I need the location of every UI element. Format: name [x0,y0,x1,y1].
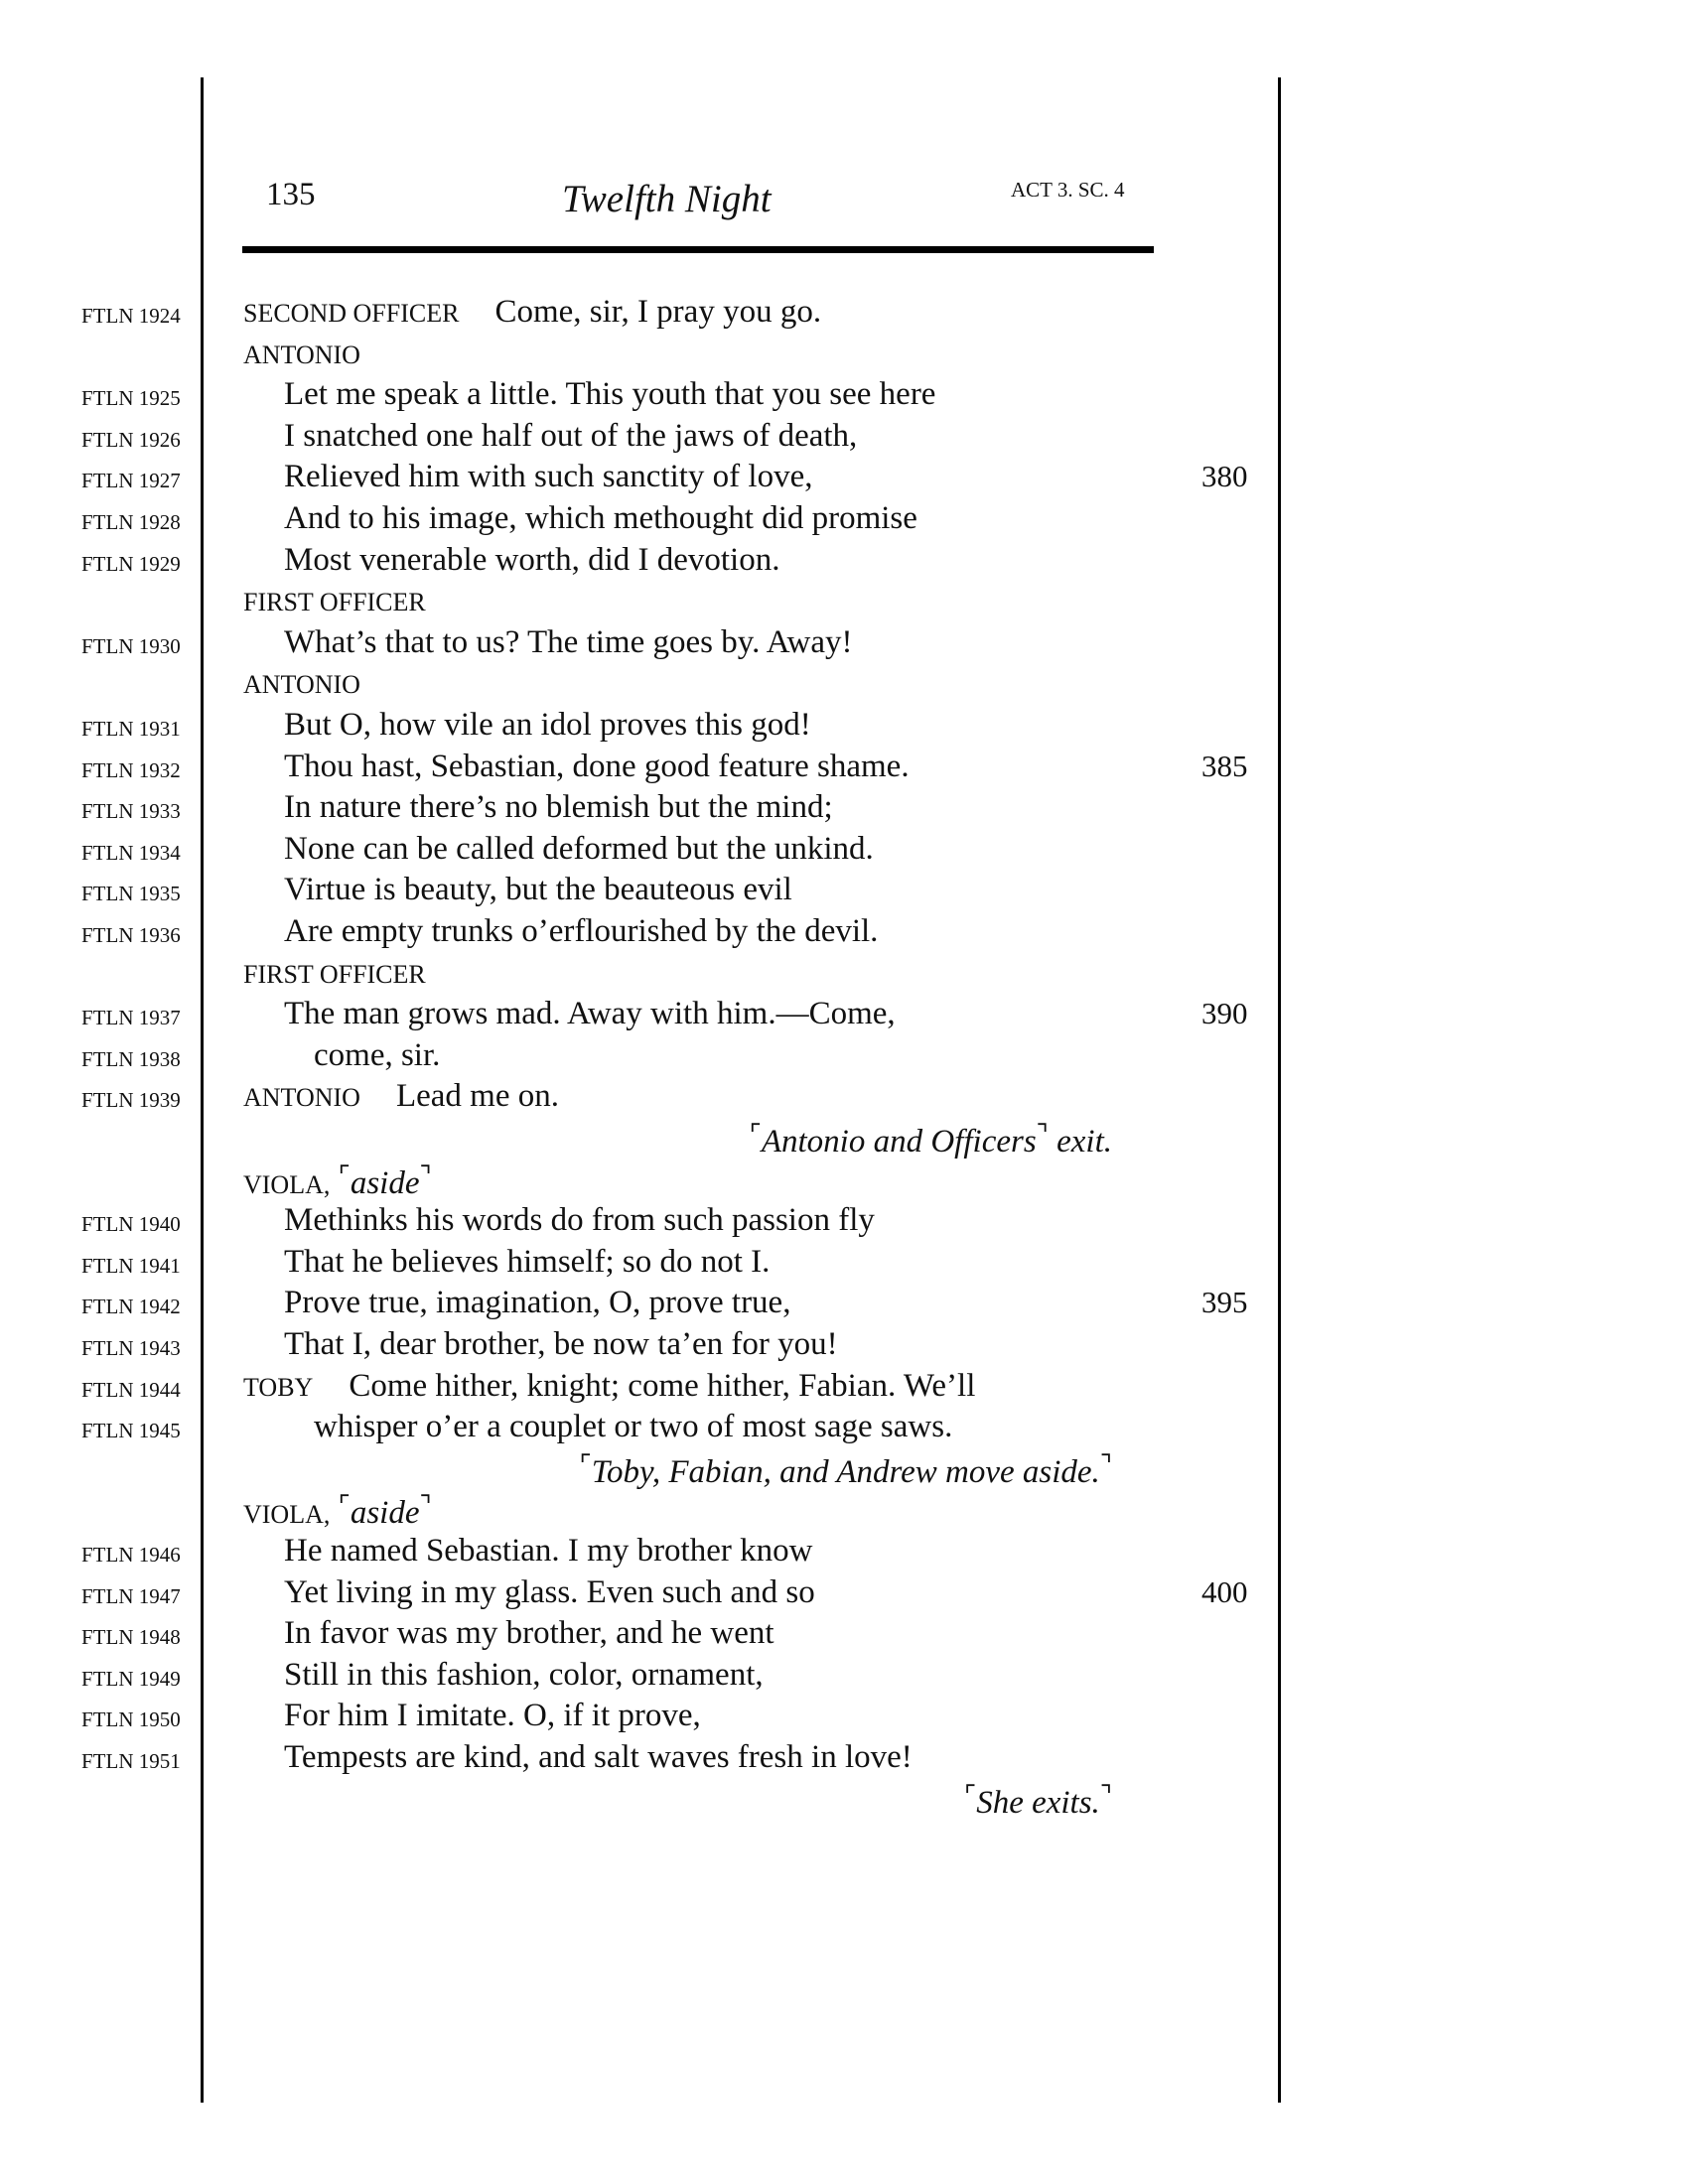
ftln-number: FTLN 1946 [81,1543,181,1567]
verse-line: Are empty trunks o’erflourished by the devil. [284,913,879,949]
text-row [0,1368,1688,1408]
line-number: 395 [1201,1285,1248,1320]
speaker-name: FIRST OFFICER [243,588,426,617]
ftln-number: FTLN 1945 [81,1419,181,1443]
line-content [284,1326,1217,1363]
speaker-name: TOBY [243,1372,314,1402]
stage-direction [964,1781,1112,1822]
ftln-number: FTLN 1931 [81,717,181,741]
bracket-open: ⌜ [338,1160,351,1190]
ftln-number: FTLN 1938 [81,1046,181,1071]
speaker-name: ANTONIO [243,670,360,700]
text-row [0,707,1688,747]
verse-line: Methinks his words do from such passion fly [284,1202,875,1239]
line-content [284,1698,1217,1734]
play-title: Twelfth Night [562,178,772,220]
page-number: 135 [266,177,316,212]
verse-line: Lead me on. [395,1078,559,1115]
verse-line: Tempests are kind, and salt waves fresh in love! [284,1739,913,1775]
aside-direction: aside [350,1164,420,1201]
stage-direction-text: exit. [1048,1124,1112,1160]
line-content [284,872,1217,908]
text-row [0,1615,1688,1655]
ftln-number: FTLN 1930 [81,633,181,658]
ftln-number: FTLN 1936 [81,923,181,947]
verse-line: Come, sir, I pray you go. [494,294,822,330]
ftln-number: FTLN 1934 [81,840,181,865]
line-content [284,913,1217,950]
text-row [0,542,1688,582]
verse-line: And to his image, which methought did promise [284,500,917,536]
text-row [0,1326,1688,1366]
verse-line: come, sir. [314,1036,441,1073]
text-row [0,500,1688,540]
bracket-open: ⌜ [579,1449,592,1479]
line-content [284,1574,1217,1611]
text-row [0,1781,1688,1821]
verse-line: The man grows mad. Away with him.—Come, [284,996,896,1032]
text-row [0,1450,1688,1490]
bracket-close: ⌝ [1036,1120,1049,1149]
line-content [284,749,1217,785]
text-row [0,913,1688,953]
ftln-number: FTLN 1943 [81,1336,181,1360]
line-content [243,665,1177,702]
text-row [0,459,1688,498]
line-content [284,1657,1217,1694]
ftln-number: FTLN 1927 [81,469,181,493]
line-content [243,1368,1177,1405]
stage-direction-text: Antonio and Officers [761,1124,1037,1160]
speaker-name: FIRST OFFICER [243,959,426,989]
line-content [284,831,1217,868]
text-row [0,1739,1688,1779]
text-row [0,1202,1688,1242]
line-content [243,583,1177,619]
verse-line: Prove true, imagination, O, prove true, [284,1285,791,1321]
line-content [243,1491,1177,1532]
line-content [243,1078,1177,1115]
line-content [284,624,1217,661]
ftln-number: FTLN 1950 [81,1707,181,1732]
verse-line: Most venerable worth, did I devotion. [284,541,780,578]
line-content [284,789,1217,826]
text-row [0,1698,1688,1737]
ftln-number: FTLN 1933 [81,799,181,824]
ftln-number: FTLN 1941 [81,1253,181,1278]
verse-line: Still in this fashion, color, ornament, [284,1656,764,1693]
ftln-number: FTLN 1948 [81,1625,181,1650]
ftln-number: FTLN 1925 [81,386,181,411]
verse-line: That he believes himself; so do not I. [284,1243,771,1280]
line-content [284,418,1217,455]
verse-line: Virtue is beauty, but the beauteous evil [284,872,792,908]
bracket-open: ⌜ [749,1120,762,1149]
text-row [0,376,1688,416]
verse-line: For him I imitate. O, if it prove, [284,1698,701,1734]
speaker-name: SECOND OFFICER [243,299,460,328]
ftln-number: FTLN 1928 [81,510,181,534]
verse-line: Yet living in my glass. Even such and so [284,1573,815,1610]
aside-direction: aside [350,1495,420,1532]
line-content [284,500,1217,537]
ftln-number: FTLN 1935 [81,882,181,906]
bracket-open: ⌜ [964,1780,977,1810]
verse-line: But O, how vile an idol proves this god! [284,707,811,743]
ftln-number: FTLN 1924 [81,304,181,328]
bracket-close: ⌝ [1099,1449,1112,1479]
text-row [0,1078,1688,1118]
text-row [0,1491,1688,1531]
ftln-number: FTLN 1926 [81,427,181,452]
stage-direction [580,1450,1112,1491]
verse-line: I snatched one half out of the jaws of death, [284,417,858,454]
verse-line: Thou hast, Sebastian, done good feature shame. [284,748,910,784]
stage-direction-text: She exits. [976,1784,1100,1821]
text-row [0,831,1688,871]
bracket-close: ⌝ [419,1491,432,1521]
line-content [284,376,1217,413]
bracket-close: ⌝ [419,1160,432,1190]
ftln-number: FTLN 1949 [81,1666,181,1691]
text-row [0,1285,1688,1324]
line-number: 400 [1201,1573,1248,1609]
line-content [243,1161,1177,1202]
line-content [243,294,1177,331]
ftln-number: FTLN 1932 [81,757,181,782]
text-row [0,665,1688,705]
text-row [0,1161,1688,1201]
ftln-number: FTLN 1951 [81,1749,181,1773]
line-number: 385 [1201,748,1248,783]
line-content [284,1202,1217,1239]
verse-line: In favor was my brother, and he went [284,1615,774,1652]
line-content [284,1615,1217,1652]
verse-line: whisper o’er a couplet or two of most sage saws. [314,1409,953,1445]
text-row [0,294,1688,334]
text-row [0,1533,1688,1572]
verse-line: In nature there’s no blemish but the mind; [284,789,833,826]
text-row [0,1574,1688,1614]
text-row [0,872,1688,911]
ftln-number: FTLN 1942 [81,1295,181,1319]
line-content [284,996,1217,1032]
line-content [314,1409,1247,1445]
stage-direction-text: Toby, Fabian, and Andrew move aside. [591,1453,1100,1490]
line-content [243,336,1177,372]
line-number: 390 [1201,996,1248,1031]
verse-line: None can be called deformed but the unkind. [284,830,874,867]
ftln-number: FTLN 1939 [81,1088,181,1113]
speaker-name: ANTONIO [243,1083,360,1113]
text-row [0,1037,1688,1077]
line-content [284,1533,1217,1570]
text-row [0,996,1688,1035]
line-content [284,707,1217,744]
line-content [284,1739,1217,1776]
text-row [0,1409,1688,1448]
speaker-name: ANTONIO [243,340,360,369]
text-row [0,789,1688,829]
bracket-close: ⌝ [1099,1780,1112,1810]
speaker-name: VIOLA, [243,1500,331,1530]
ftln-number: FTLN 1944 [81,1377,181,1402]
verse-line: Relieved him with such sanctity of love, [284,459,813,495]
verse-line: Come hither, knight; come hither, Fabian. We’ll [349,1367,976,1404]
line-content [284,542,1217,579]
verse-line: That I, dear brother, be now ta’en for you! [284,1326,838,1362]
line-number: 380 [1201,459,1248,494]
verse-line: Let me speak a little. This youth that you see here [284,376,936,413]
text-row [0,955,1688,995]
text-row [0,1657,1688,1697]
text-row [0,583,1688,622]
speaker-name: VIOLA, [243,1169,331,1199]
verse-line: He named Sebastian. I my brother know [284,1533,813,1569]
ftln-number: FTLN 1929 [81,551,181,576]
line-content [284,1285,1217,1321]
line-content [243,955,1177,992]
act-scene-label: ACT 3. SC. 4 [1011,178,1125,202]
ftln-number: FTLN 1937 [81,1006,181,1030]
verse-line: What’s that to us? The time goes by. Away! [284,623,853,660]
line-content [314,1037,1247,1074]
line-content [284,1244,1217,1281]
stage-direction [750,1120,1112,1160]
text-row [0,336,1688,375]
text-row [0,418,1688,458]
text-row [0,624,1688,664]
text-row [0,749,1688,788]
text-row [0,1120,1688,1160]
line-content [284,459,1217,495]
ftln-number: FTLN 1940 [81,1212,181,1237]
ftln-number: FTLN 1947 [81,1583,181,1608]
bracket-open: ⌜ [338,1491,351,1521]
text-row [0,1244,1688,1284]
